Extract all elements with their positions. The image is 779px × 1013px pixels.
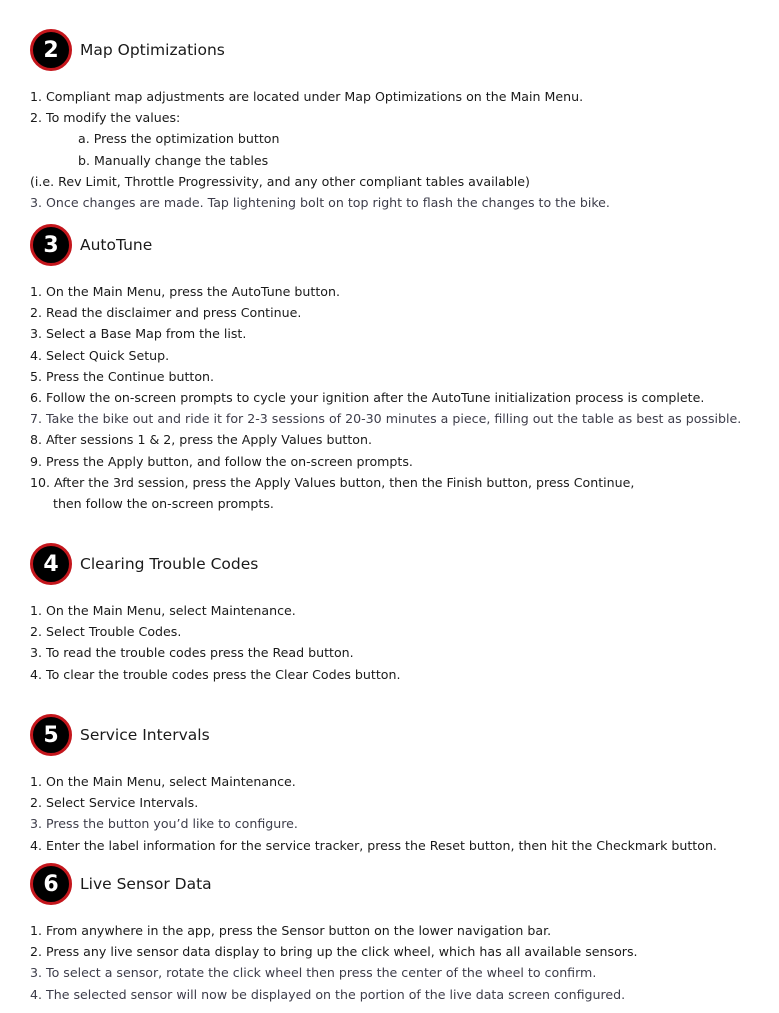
- list-item: 5. Press the Continue button.: [30, 368, 215, 384]
- section-title: Live Sensor Data: [80, 875, 212, 893]
- list-item: 4. Select Quick Setup.: [30, 347, 170, 363]
- list-item: 1. On the Main Menu, select Maintenance.: [30, 603, 296, 618]
- step-number-badge: 3: [30, 224, 72, 266]
- list-item: 3. Press the button you’d like to configure.: [30, 816, 298, 832]
- list-subitem: a. Press the optimization button: [78, 131, 280, 147]
- instruction-list: [30, 86, 610, 213]
- list-item: 6. Follow the on-screen prompts to cycle your ignition after the AutoTune initialization process is complete.: [30, 389, 705, 405]
- list-item: 1. On the Main Menu, select Maintenance.: [30, 774, 296, 789]
- list-subitem: b. Manually change the tables: [78, 152, 269, 168]
- list-item: 2. Select Trouble Codes.: [30, 624, 182, 640]
- section-service-intervals: [30, 714, 717, 856]
- step-number-badge: 2: [30, 29, 72, 71]
- section-title: Clearing Trouble Codes: [80, 555, 259, 573]
- list-item-note: (i.e. Rev Limit, Throttle Progressivity, and any other compliant tables available): [30, 173, 530, 189]
- section-map-optimizations: [30, 29, 610, 213]
- section-title: AutoTune: [80, 236, 153, 254]
- section-title: Service Intervals: [80, 726, 210, 744]
- list-item: 1. Compliant map adjustments are located under Map Optimizations on the Main Menu.: [30, 89, 584, 104]
- list-item: 7. Take the bike out and ride it for 2-3 sessions of 20-30 minutes a piece, filling out the table as best as possible.: [30, 411, 742, 427]
- list-item: 1. On the Main Menu, press the AutoTune button.: [30, 284, 340, 299]
- step-number-badge: 4: [30, 543, 72, 585]
- instruction-list: [30, 771, 717, 856]
- section-title: Map Optimizations: [80, 41, 225, 59]
- list-item: 4. Enter the label information for the service tracker, press the Reset button, then hit the Checkmark button.: [30, 837, 717, 853]
- section-clearing-trouble-codes: [30, 543, 400, 685]
- section-header: [30, 224, 741, 266]
- instruction-list: [30, 600, 400, 685]
- list-item: 3. To read the trouble codes press the Read button.: [30, 645, 354, 661]
- instruction-list: [30, 920, 638, 1005]
- section-header: [30, 714, 717, 756]
- list-item: 2. Select Service Intervals.: [30, 795, 199, 811]
- list-item: 1. From anywhere in the app, press the Sensor button on the lower navigation bar.: [30, 923, 552, 938]
- step-number-badge: 5: [30, 714, 72, 756]
- list-item: 8. After sessions 1 & 2, press the Apply Values button.: [30, 432, 372, 448]
- list-item: 3. Once changes are made. Tap lightening bolt on top right to flash the changes to the bike.: [30, 194, 610, 210]
- list-item: 9. Press the Apply button, and follow the on-screen prompts.: [30, 453, 413, 469]
- list-item: 3. Select a Base Map from the list.: [30, 326, 247, 342]
- list-item: 2. Press any live sensor data display to bring up the click wheel, which has all available sensors.: [30, 944, 638, 960]
- list-item: 10. After the 3rd session, press the Apply Values button, then the Finish button, press Continue,: [30, 474, 635, 490]
- list-item-continuation: then follow the on-screen prompts.: [53, 495, 274, 511]
- step-number-badge: 6: [30, 863, 72, 905]
- section-header: [30, 543, 400, 585]
- list-item: 2. Read the disclaimer and press Continue.: [30, 305, 302, 321]
- section-header: [30, 29, 610, 71]
- list-item: 4. The selected sensor will now be displayed on the portion of the live data screen configured.: [30, 986, 626, 1002]
- section-header: [30, 863, 638, 905]
- list-item: 3. To select a sensor, rotate the click wheel then press the center of the wheel to confirm.: [30, 965, 597, 981]
- instruction-list: [30, 281, 741, 514]
- list-item: 4. To clear the trouble codes press the Clear Codes button.: [30, 666, 401, 682]
- section-live-sensor-data: [30, 863, 638, 1005]
- list-item: 2. To modify the values:: [30, 110, 181, 126]
- section-autotune: [30, 224, 741, 514]
